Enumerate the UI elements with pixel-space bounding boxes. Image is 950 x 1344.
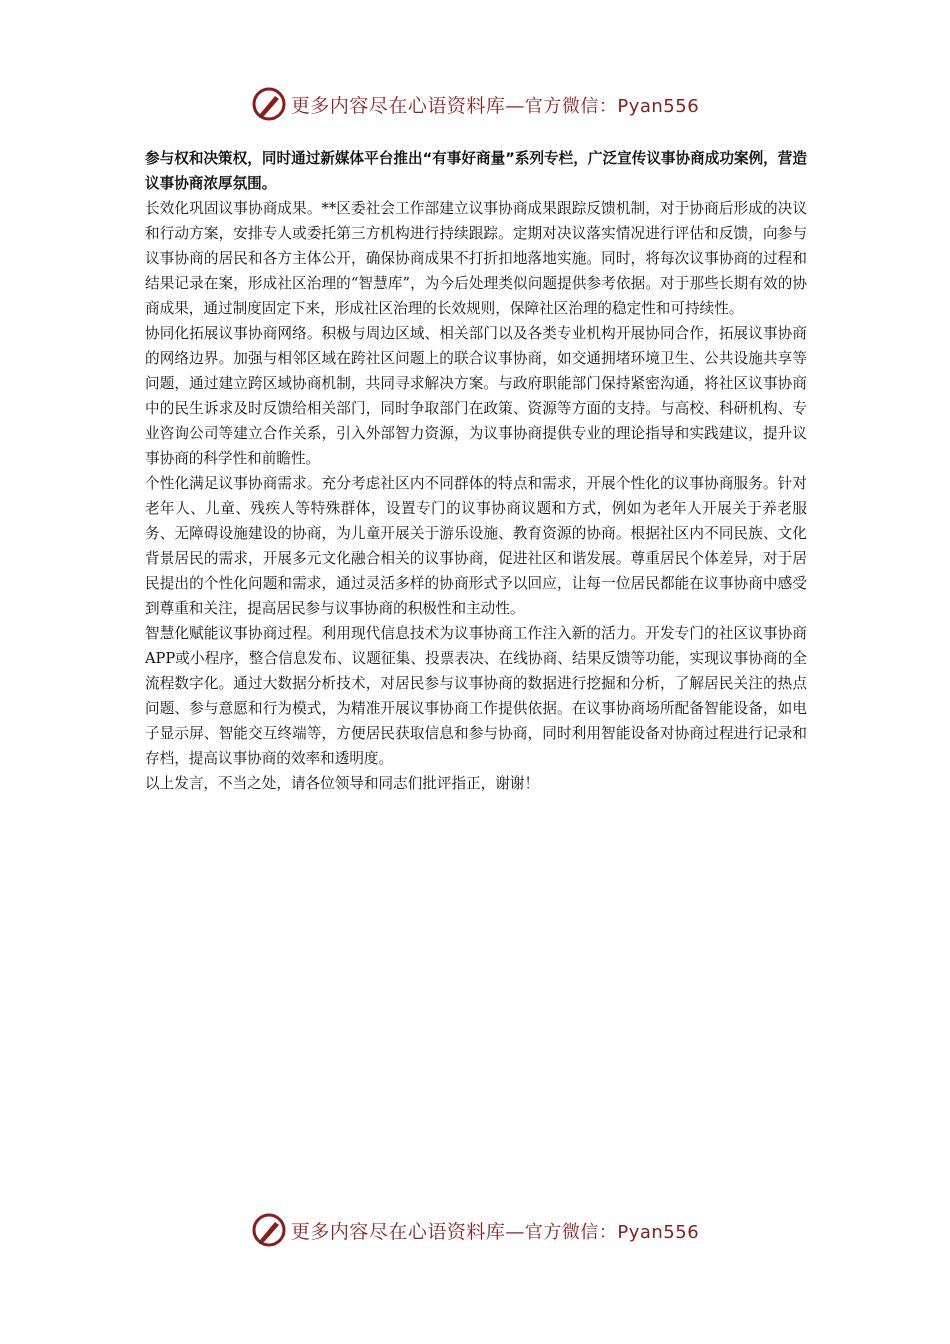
banner-text: [291, 91, 699, 118]
banner-separator: —: [505, 94, 525, 117]
banner-site-name: 更多内容尽在心语资料库: [290, 94, 506, 117]
banner-text: [291, 1217, 699, 1244]
document-body: [145, 146, 807, 796]
banner-wechat: 官方微信：Pyan556: [524, 95, 700, 117]
banner-separator: —: [505, 1220, 525, 1243]
paragraph-long-term: 长效化巩固议事协商成果。**区委社会工作部建立议事协商成果跟踪反馈机制，对于协商后形成的决议和行动方案，安排专人或委托第三方机构进行持续跟踪。定期对决议落实情况进行评估和反馈，向参与议事协商的居民和各方主体公开，确保协商成果不打折扣地落地实施。同时，将每次议事协商的过程和结果记录在案，形成社区治理的“智慧库”，为今后处理类似问题提供参考依据。对于那些长期有效的协商成果，通过制度固定下来，形成社区治理的长效规则，保障社区治理的稳定性和可持续性。: [145, 200, 807, 317]
paragraph-smart: 智慧化赋能议事协商过程。利用现代信息技术为议事协商工作注入新的活力。开发专门的社区议事协商APP或小程序，整合信息发布、议题征集、投票表决、在线协商、结果反馈等功能，实现议事协商的全流程数字化。通过大数据分析技术，对居民参与议事协商的数据进行挖掘和分析，了解居民关注的热点问题、参与意愿和行为模式，为精准开展议事协商工作提供依据。在议事协商场所配备智能设备，如电子显示屏、智能交互终端等，方便居民获取信息和参与协商，同时利用智能设备对协商过程进行记录和存档，提高议事协商的效率和透明度。: [145, 625, 807, 767]
pen-logo-icon: [251, 1212, 287, 1248]
banner-wechat: 官方微信：Pyan556: [524, 1221, 700, 1243]
paragraph-collaboration: 协同化拓展议事协商网络。积极与周边区域、相关部门以及各类专业机构开展协同合作，拓展议事协商的网络边界。加强与相邻区域在跨社区问题上的联合议事协商，如交通拥堵环境卫生、公共设施共享等问题，通过建立跨区域协商机制，共同寻求解决方案。与政府职能部门保持紧密沟通，将社区议事协商中的民生诉求及时反馈给相关部门，同时争取部门在政策、资源等方面的支持。与高校、科研机构、专业咨询公司等建立合作关系，引入外部智力资源，为议事协商提供专业的理论指导和实践建议，提升议事协商的科学性和前瞻性。: [145, 325, 807, 467]
header-banner: [0, 84, 950, 124]
banner-site-name: 更多内容尽在心语资料库: [290, 1220, 506, 1243]
paragraph-personalization: 个性化满足议事协商需求。充分考虑社区内不同群体的特点和需求，开展个性化的议事协商服务。针对老年人、儿童、残疾人等特殊群体，设置专门的议事协商议题和方式，例如为老年人开展关于养老服务、无障碍设施建设的协商，为儿童开展关于游乐设施、教育资源的协商。根据社区内不同民族、文化背景居民的需求，开展多元文化融合相关的议事协商，促进社区和谐发展。尊重居民个体差异，对于居民提出的个性化问题和需求，通过灵活多样的协商形式予以回应，让每一位居民都能在议事协商中感受到尊重和关注，提高居民参与议事协商的积极性和主动性。: [145, 475, 807, 617]
footer-banner: [0, 1210, 950, 1250]
paragraph-closing: 以上发言，不当之处，请各位领导和同志们批评指正，谢谢！: [145, 775, 540, 792]
pen-logo-icon: [251, 86, 287, 122]
paragraph-continuation: 参与权和决策权，同时通过新媒体平台推出“有事好商量”系列专栏，广泛宣传议事协商成功案例，营造议事协商浓厚氛围。: [145, 150, 807, 192]
